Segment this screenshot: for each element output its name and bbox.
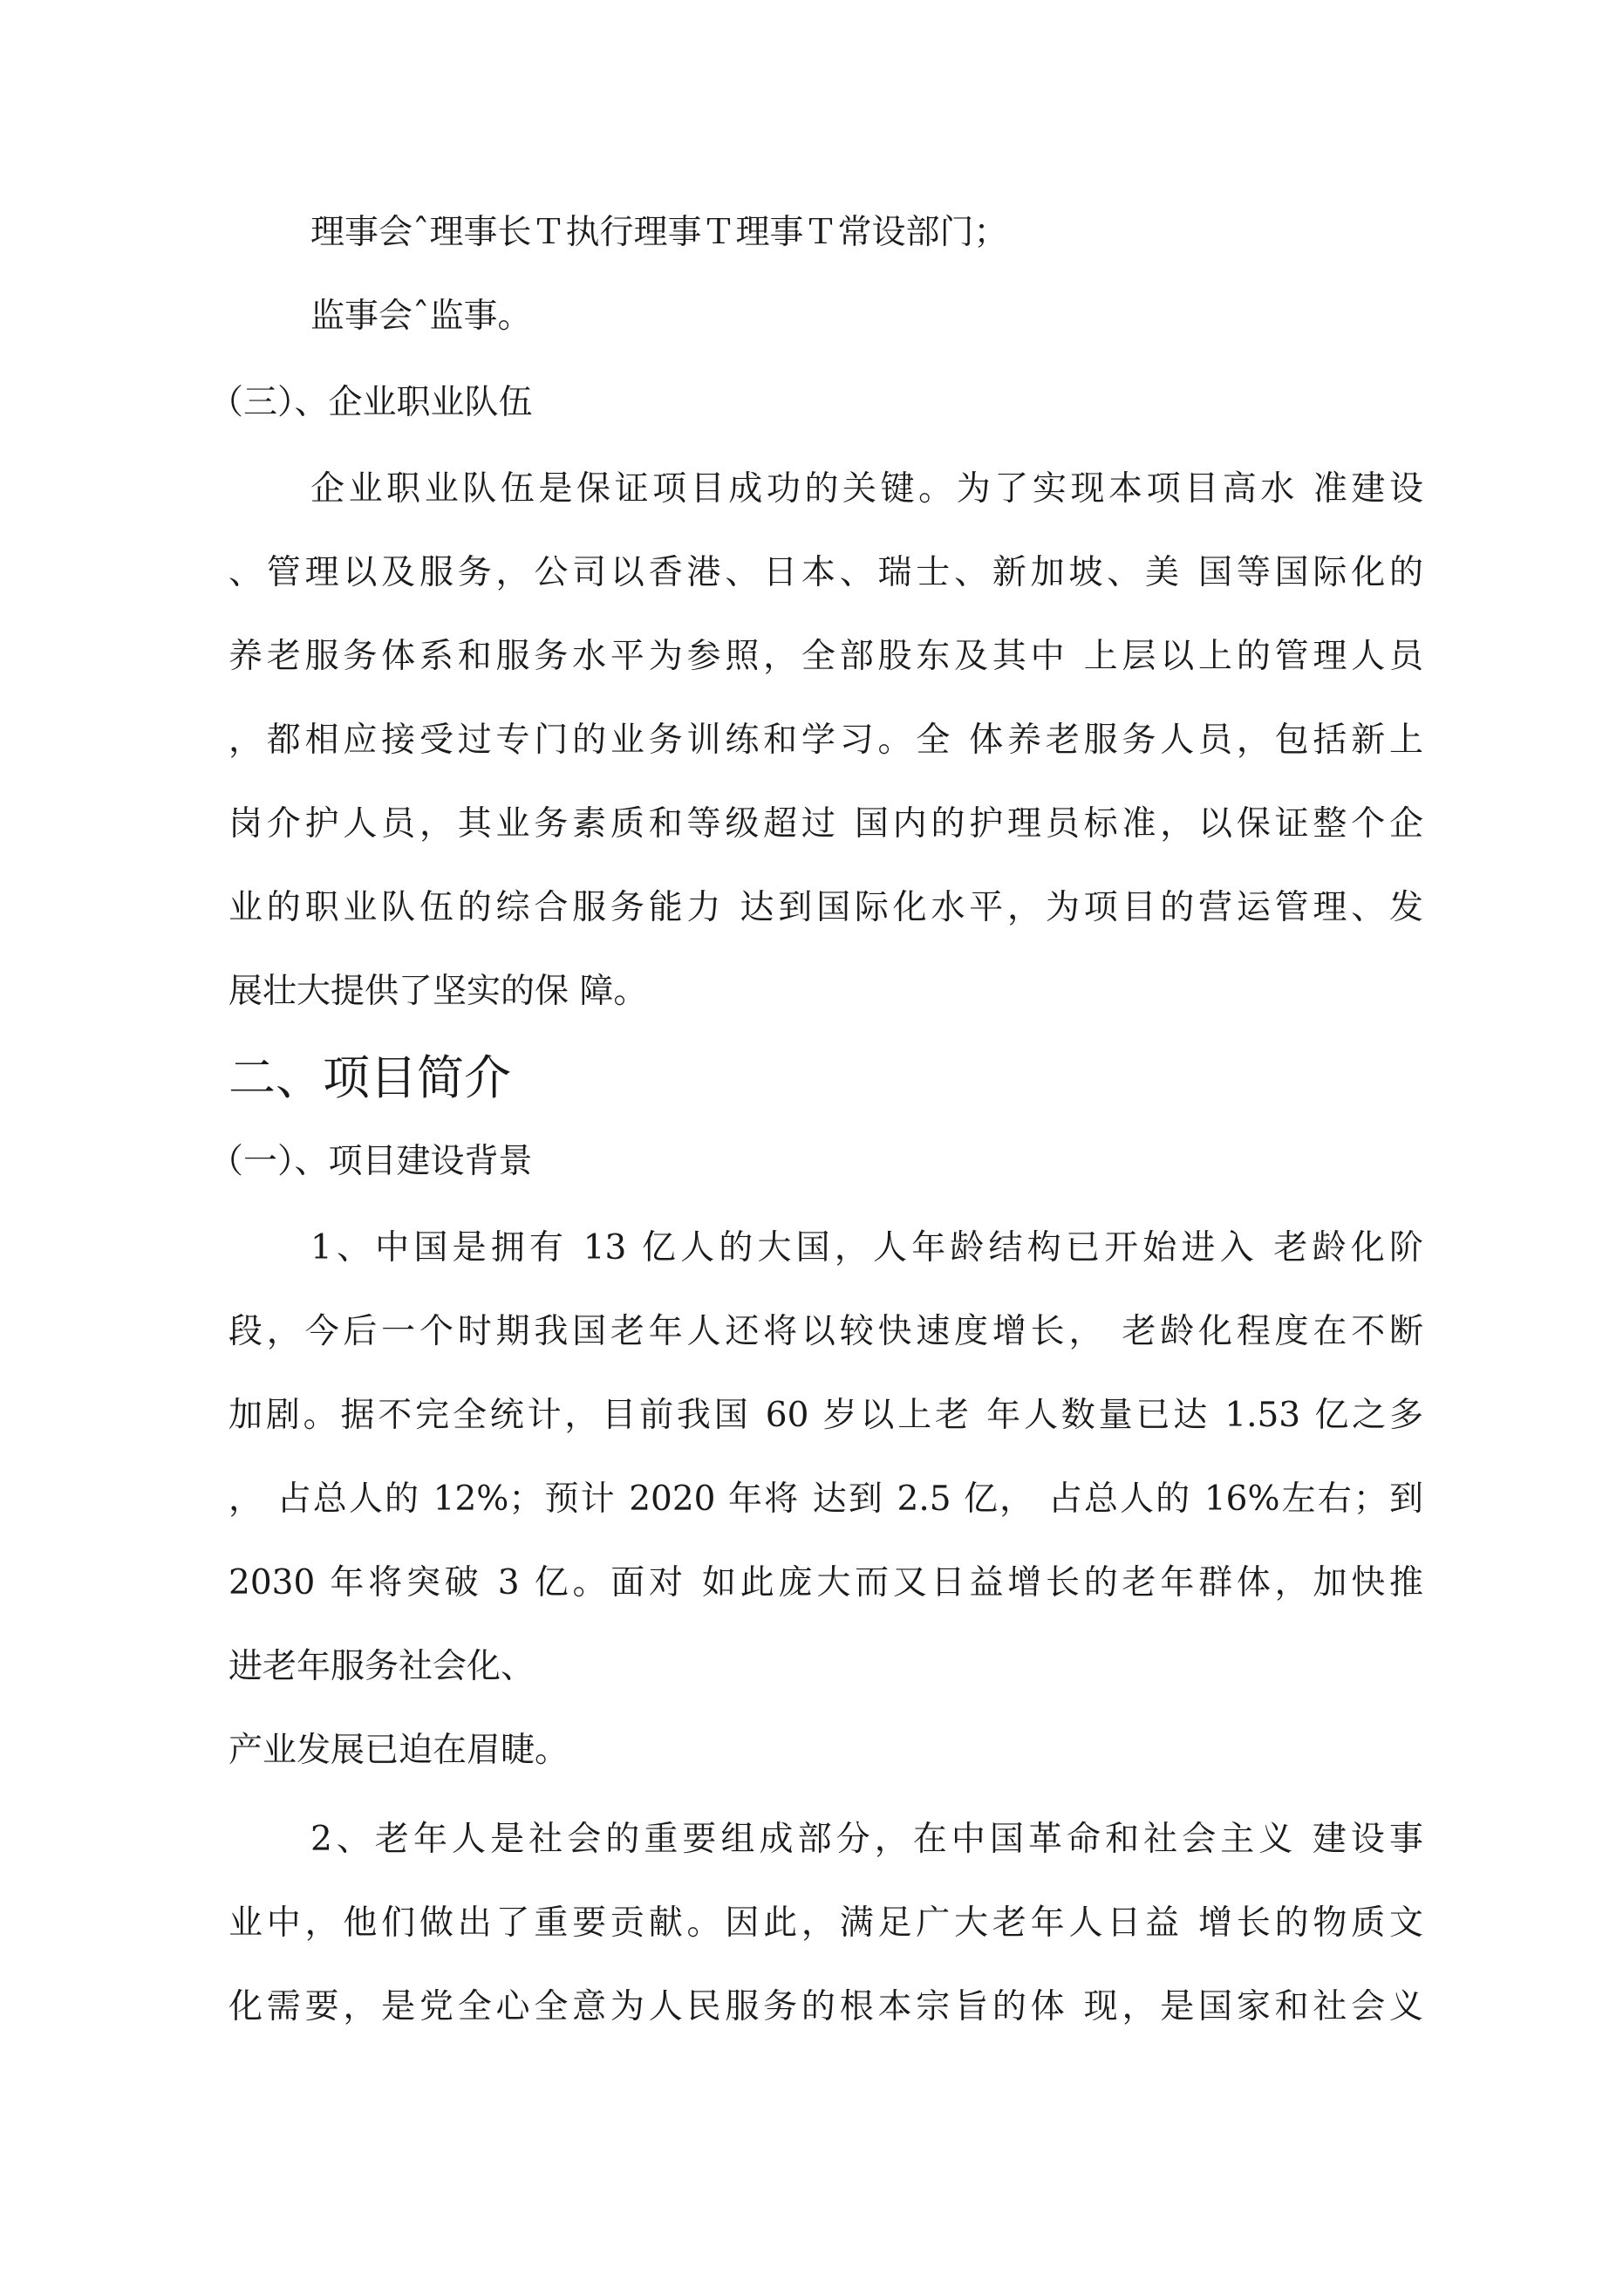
- paragraph-line: 业中，他们做出了重要贡献。因此，满足广大老年人日益 增长的物质文: [228, 1903, 1423, 1943]
- chapter-heading-project-intro: 二、项目简介: [228, 1050, 511, 1105]
- paragraph-line: 业的职业队伍的综合服务能力 达到国际化水平，为项目的营运管理、发: [228, 888, 1423, 927]
- paragraph-line: 2、老年人是社会的重要组成部分，在中国革命和社会主义 建设事: [310, 1820, 1423, 1859]
- paragraph-line: 企业职业队伍是保证项目成功的关键。为了实现本项目高水 准建设: [310, 469, 1423, 509]
- paragraph-line: 岗介护人员，其业务素质和等级超过 国内的护理员标准，以保证整个企: [228, 804, 1423, 844]
- paragraph-line: 1、中国是拥有 13 亿人的大国，人年龄结构已开始进入 老龄化阶: [310, 1228, 1423, 1268]
- org-line-board: 理事会ˆ理事长Ｔ执行理事Ｔ理事Ｔ常设部门；: [310, 213, 1008, 252]
- paragraph-line: 加剧。据不完全统计，目前我国 60 岁以上老 年人数量已达 1.53 亿之多: [228, 1396, 1423, 1435]
- section-heading-background: （一）、项目建设背景: [209, 1142, 533, 1181]
- paragraph-line: 、管理以及服务，公司以香港、日本、瑞士、新加坡、美 国等国际化的: [228, 553, 1423, 592]
- paragraph-line: 产业发展已迫在眉睫。: [228, 1731, 569, 1770]
- paragraph-line: 养老服务体系和服务水平为参照，全部股东及其中 上层以上的管理人员: [228, 637, 1423, 676]
- org-line-supervisors: 监事会ˆ监事。: [310, 297, 532, 336]
- paragraph-line: ，都相应接受过专门的业务训练和学习。全 体养老服务人员，包括新上: [228, 721, 1423, 760]
- section-heading-workforce: （三）、企业职业队伍: [209, 383, 533, 422]
- paragraph-line: 2030 年将突破 3 亿。面对 如此庞大而又日益增长的老年群体，加快推: [228, 1563, 1423, 1602]
- paragraph-line: 化需要，是党全心全意为人民服务的根本宗旨的体 现，是国家和社会义: [228, 1987, 1423, 2026]
- paragraph-line: 展壮大提供了坚实的保 障。: [228, 972, 648, 1011]
- paragraph-line: 段，今后一个时期我国老年人还将以较快速度增长， 老龄化程度在不断: [228, 1312, 1423, 1351]
- paragraph-line: 进老年服务社会化、: [228, 1647, 535, 1686]
- paragraph-line: ， 占总人的 12%；预计 2020 年将 达到 2.5 亿， 占总人的 16%左右；到: [228, 1479, 1423, 1519]
